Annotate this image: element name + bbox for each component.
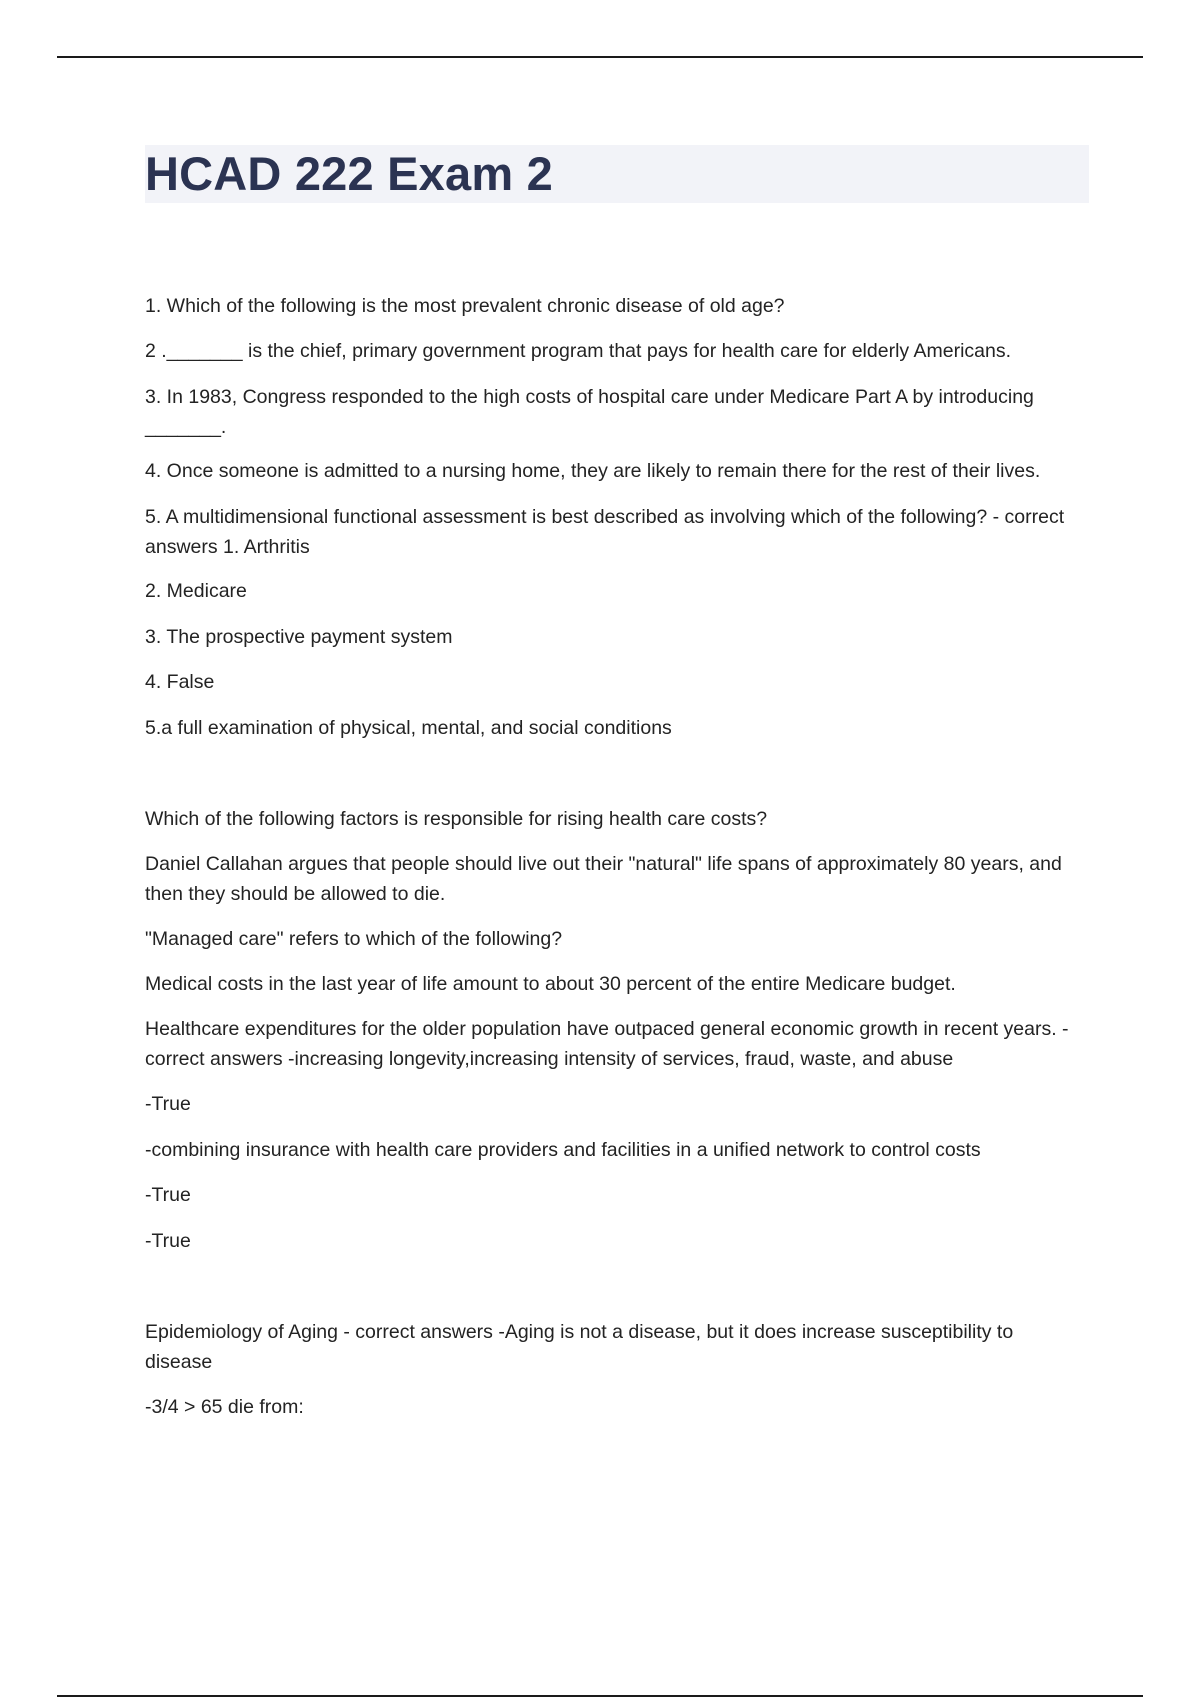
question-managed-care: "Managed care" refers to which of the following? [145, 928, 563, 950]
epidemiology-of-aging: Epidemiology of Aging - correct answers -Aging is not a disease, but it does increase susceptibility to disease [145, 1321, 1014, 1373]
epidemiology-deaths: -3/4 > 65 die from: [145, 1396, 304, 1418]
question-4: 4. Once someone is admitted to a nursing home, they are likely to remain there for the rest of their lives. [145, 460, 1041, 482]
footer-rule [57, 1695, 1143, 1697]
answer-callahan: -True [145, 1093, 191, 1115]
answer-5: 5.a full examination of physical, mental, and social conditions [145, 717, 672, 739]
answer-expenditures: -True [145, 1230, 191, 1252]
document-title: HCAD 222 Exam 2 [145, 147, 553, 200]
question-1: 1. Which of the following is the most prevalent chronic disease of old age? [145, 295, 785, 317]
answer-managed-care: -combining insurance with health care providers and facilities in a unified network to control costs [145, 1139, 981, 1161]
question-medical-costs: Medical costs in the last year of life amount to about 30 percent of the entire Medicare budget. [145, 973, 956, 995]
answer-2: 2. Medicare [145, 580, 247, 602]
answer-medical-costs: -True [145, 1184, 191, 1206]
question-5: 5. A multidimensional functional assessment is best described as involving which of the following? - correct answers 1. Arthritis [145, 506, 1065, 558]
answer-4: 4. False [145, 671, 215, 693]
question-expenditures: Healthcare expenditures for the older population have outpaced general economic growth in recent years. - correct answers -increasing longevity,increasing intensity of services, fraud, waste, and abuse [145, 1018, 1069, 1070]
question-callahan: Daniel Callahan argues that people should live out their "natural" life spans of approximately 80 years, and then they should be allowed to die. [145, 853, 1062, 905]
question-rising-costs: Which of the following factors is responsible for rising health care costs? [145, 808, 768, 830]
header-rule [57, 56, 1143, 58]
answer-3: 3. The prospective payment system [145, 626, 453, 648]
question-3: 3. In 1983, Congress responded to the high costs of hospital care under Medicare Part A by introducing _______. [145, 386, 1034, 438]
question-2: 2 ._______ is the chief, primary government program that pays for health care for elderly Americans. [145, 340, 1012, 362]
